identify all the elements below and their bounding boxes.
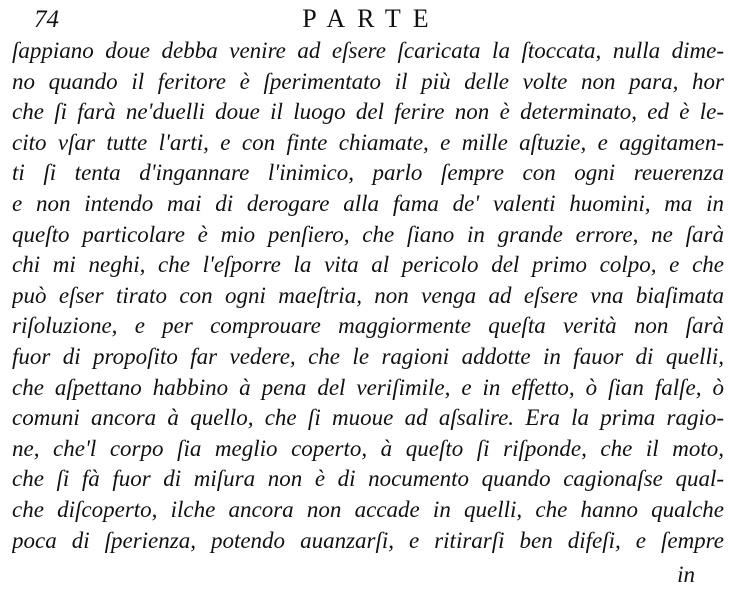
text-line: e non intendo mai di derogare alla fama de' valenti huomini, ma in [12,190,724,216]
text-line: fuor di propoſito far vedere, che le ragioni addotte in fauor di quelli, [12,343,724,369]
text-line: ſappiano doue debba venire ad eſsere ſcaricata la ſtoccata, nulla dime- [12,38,724,63]
catchword: in [677,562,695,587]
text-line: ti ſi tenta d'ingannare l'inimico, parlo ſempre con ogni reuerenza [12,160,724,186]
text-line: che ſi farà ne'duelli doue il luogo del ferire non è determinato, ed è le- [12,99,724,125]
text-line: che diſcoperto, ilche ancora non accade in quelli, che hanno qualche [12,496,724,522]
text-line: riſoluzione, e per comprouare maggiormente queſta verità non ſarà [12,313,724,339]
running-head: PARTE [302,4,441,33]
text-line: che aſpettano habbino à pena del veriſimile, e in effetto, ò ſian falſe, ò [12,374,724,400]
text-line: queſto particolare è mio penſiero, che ſiano in grande errore, ne ſarà [12,221,724,247]
text-line: comuni ancora à quello, che ſi muoue ad aſsalire. Era la prima ragio- [12,405,724,431]
page-number: 74 [34,6,59,33]
text-line: no quando il feritore è ſperimentato il più delle volte non para, hor [12,68,724,94]
text-line: che ſi fà fuor di miſura non è di nocumento quando cagionaſse qual- [12,466,724,492]
text-line: ne, che'l corpo ſia meglio coperto, à queſto ſi riſponde, che il moto, [12,435,724,461]
text-line: cito vſar tutte l'arti, e con finte chiamate, e mille aſtuzie, e aggitamen- [12,129,724,155]
text-line: può eſser tirato con ogni maeſtria, non venga ad eſsere vna biaſimata [12,282,724,308]
page-header [18,2,725,36]
text-line: poca di ſperienza, potendo auanzarſi, e ritirarſi ben difeſi, e ſempre [12,527,724,553]
body-text [12,36,724,556]
text-line: chi mi neghi, che l'eſporre la vita al pericolo del primo colpo, e che [12,252,724,278]
